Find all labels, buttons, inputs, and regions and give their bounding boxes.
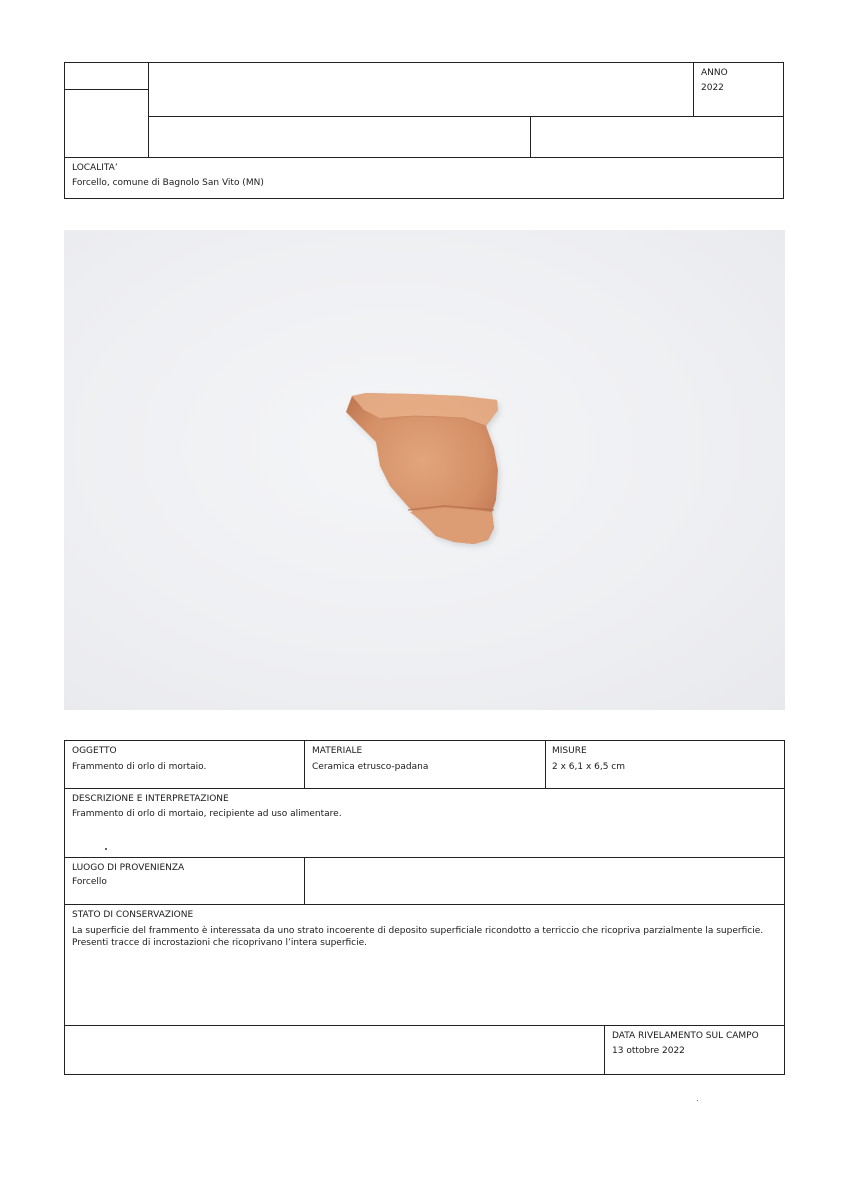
stray-dot	[697, 1100, 698, 1101]
header-divider	[530, 116, 531, 158]
luogo-label: LUOGO DI PROVENIENZA	[72, 863, 185, 873]
details-divider	[64, 788, 785, 789]
stato-label: STATO DI CONSERVAZIONE	[72, 910, 194, 920]
details-divider	[64, 857, 785, 858]
details-divider	[64, 904, 785, 905]
details-divider	[304, 857, 305, 905]
oggetto-value: Frammento di orlo di mortaio.	[72, 762, 207, 772]
luogo-value: Forcello	[72, 877, 107, 887]
descrizione-label: DESCRIZIONE E INTERPRETAZIONE	[72, 794, 229, 804]
oggetto-label: OGGETTO	[72, 746, 117, 756]
misure-label: MISURE	[552, 746, 587, 756]
header-divider	[148, 116, 784, 117]
header-divider	[64, 89, 149, 90]
details-divider	[545, 740, 546, 789]
stato-value: La superficie del frammento è interessata da uno strato incoerente di deposito superficiale ricondotto a terriccio che ricopriva parzialmente la superficie. Presenti tracce di incrostazioni che ricoprivano l’intera superficie.	[72, 926, 764, 948]
header-divider	[693, 62, 694, 117]
localita-value: Forcello, comune di Bagnolo San Vito (MN)	[72, 178, 264, 188]
details-divider	[304, 740, 305, 789]
sherd-flange	[410, 508, 494, 544]
artifact-photo	[64, 230, 785, 710]
localita-label: LOCALITA’	[72, 163, 118, 173]
materiale-value: Ceramica etrusco-padana	[312, 762, 429, 772]
sherd-image	[64, 230, 785, 710]
data-label: DATA RIVELAMENTO SUL CAMPO	[612, 1031, 759, 1041]
data-value: 13 ottobre 2022	[612, 1046, 685, 1056]
stray-dot	[105, 848, 107, 850]
anno-value: 2022	[701, 83, 724, 93]
header-divider	[148, 62, 149, 158]
misure-value: 2 x 6,1 x 6,5 cm	[552, 762, 626, 772]
descrizione-value: Frammento di orlo di mortaio, recipiente ad uso alimentare.	[72, 809, 342, 819]
anno-label: ANNO	[701, 68, 728, 78]
header-divider	[64, 157, 784, 158]
materiale-label: MATERIALE	[312, 746, 363, 756]
details-divider	[604, 1025, 605, 1075]
details-divider	[64, 1025, 785, 1026]
